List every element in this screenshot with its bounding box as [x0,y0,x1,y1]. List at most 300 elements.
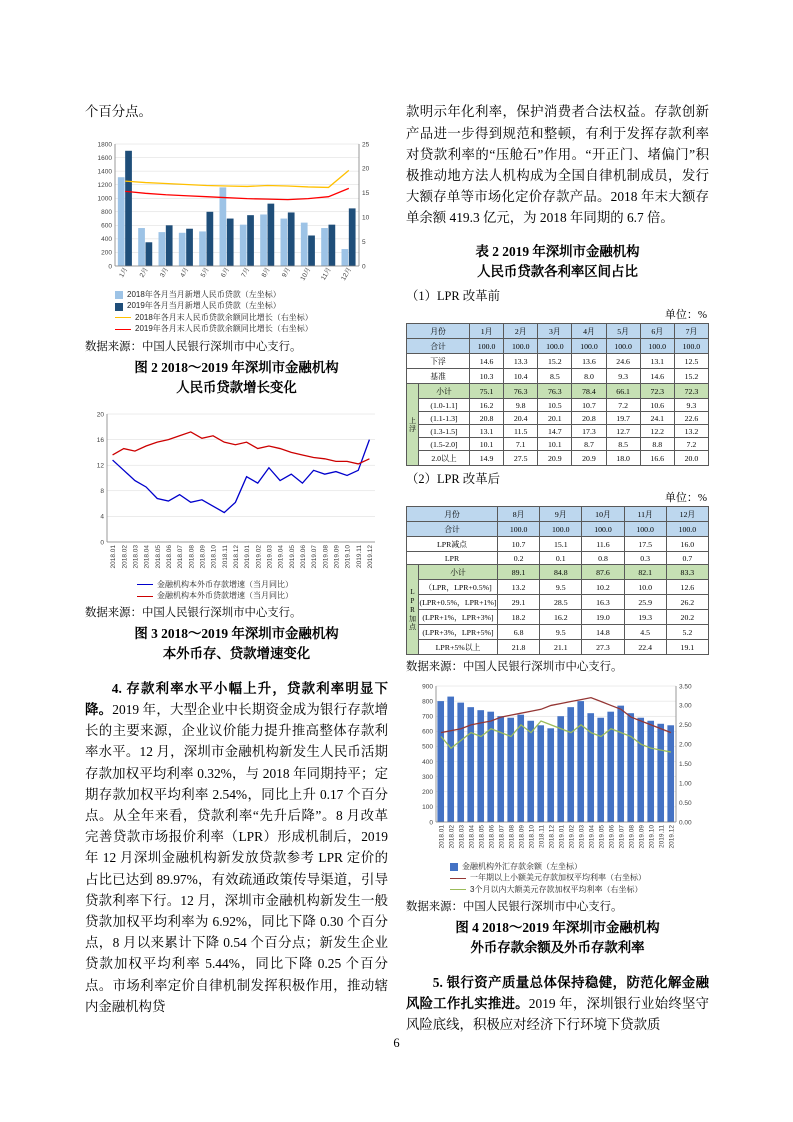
right-column [406,88,709,1049]
table-value-cell: 12.6 [666,580,708,595]
svg-text:2019.06: 2019.06 [608,825,616,849]
table-value-cell: 13.2 [498,580,540,595]
table-value-cell: 9.8 [504,399,538,412]
table-value-cell: 13.2 [674,425,708,438]
svg-text:1.50: 1.50 [679,761,692,769]
svg-text:1400: 1400 [97,168,112,176]
paragraph-4-text: 2019 年，大型企业中长期资金成为银行存款增长的主要来源，企业议价能力提升推高整体存款利率水平。12 月，深圳市金融机构新发生人民币活期存款加权平均利率 0.32%，与 2018 年同期持平；定期存款加权平均利率 2.54%，同比上升 0.17 个百分点。从全年来看，贷款利率“先升后降”。8 月改革完善贷款市场报价利率（LPR）形成机制后，2019 年 12 月深圳金融机构新发放贷款参考 LPR 定价的占比已达到 89.97%，有效疏通政策传导渠道，引导贷款利率下行。12 月，深圳市金融机构新发生一般贷款加权平均利率为 6.92%，同比下降 0.30 个百分点，8 月以来累计下降 0.54 个百分点；新发生企业贷款加权平均利率 5.44%，同比下降 0.25 个百分点。市场利率定价自律机制发挥积极作用，推动辖内金融机构贷 [85,701,388,1014]
svg-text:6月: 6月 [219,266,232,279]
bar-series [437,697,674,822]
svg-text:2018.08: 2018.08 [508,825,516,849]
line-series [113,439,370,512]
table-value-cell: 13.1 [640,354,674,369]
table-value-cell: 16.2 [470,399,504,412]
table-value-cell: 26.2 [666,595,708,610]
table-label-cell: 小计 [419,565,498,580]
legend-item [450,885,709,895]
table-value-cell: 89.1 [498,565,540,580]
table-value-cell: 12.5 [674,354,708,369]
table-label-cell: (LPR+1%，LPR+3%] [419,610,498,625]
figure4-chart-block [406,678,709,895]
table-label-cell: (1.0-1.1] [419,399,470,412]
table-value-cell: 12.7 [606,425,640,438]
table-value-cell: 0.1 [540,552,582,565]
svg-text:2018.05: 2018.05 [154,544,162,569]
svg-text:200: 200 [101,249,112,257]
svg-text:2019.11: 2019.11 [355,544,363,568]
table-value-cell: 100.0 [572,339,606,354]
table-value-cell: 22.6 [674,412,708,425]
table-value-cell: 0.3 [624,552,666,565]
svg-text:2019.09: 2019.09 [638,825,646,849]
table-value-cell: 7.1 [504,438,538,451]
svg-text:2018.06: 2018.06 [165,544,173,569]
figure3-chart-block [85,406,388,602]
table-value-cell: 9.5 [540,580,582,595]
legend-label: 一年期以上小额美元存款加权平均利率（右坐标） [470,873,646,883]
legend-item [450,862,709,872]
table-value-cell: 14.8 [582,625,624,640]
table-row [407,552,709,565]
table-value-cell: 16.0 [666,537,708,552]
table-value-cell: 100.0 [538,339,572,354]
legend-item [137,580,388,590]
table-row [407,595,709,610]
svg-text:1.00: 1.00 [679,780,692,788]
table-value-cell: 16.3 [582,595,624,610]
page-number: 6 [393,1036,400,1050]
svg-text:2018.11: 2018.11 [538,825,546,849]
table-label-cell: （LPR，LPR+0.5%] [419,580,498,595]
svg-text:3.50: 3.50 [679,683,692,691]
line-series [441,721,671,752]
table-value-cell: 66.1 [606,384,640,399]
legend-label: 2019年各月末人民币贷款余额同比增长（右坐标） [135,324,313,334]
legend-label: 2018年各月当月新增人民币贷款（左坐标） [127,289,281,299]
svg-text:2019.01: 2019.01 [558,825,566,849]
svg-text:8: 8 [100,487,104,495]
table-value-cell: 18.0 [606,451,640,466]
table-value-cell: 19.3 [624,610,666,625]
table-value-cell: 82.1 [624,565,666,580]
table-row [407,640,709,655]
table-value-cell: 100.0 [606,339,640,354]
table-value-cell: 10.7 [572,399,606,412]
paragraph-continuation: 个百分点。 [85,104,152,120]
table-value-cell: 27.3 [582,640,624,655]
svg-text:0: 0 [100,538,104,546]
table-row [407,412,709,425]
table-row [407,537,709,552]
table2-pre-subtitle: （1）LPR 改革前 [406,289,500,303]
svg-text:20: 20 [362,165,370,173]
legend-bar-swatch [450,863,458,871]
table-header-cell: 5月 [606,324,640,339]
table-value-cell: 10.5 [538,399,572,412]
table-value-cell: 100.0 [666,522,708,537]
table-row [407,565,709,580]
table-header-cell: 2月 [504,324,538,339]
svg-text:400: 400 [101,236,112,244]
line-series [125,188,349,199]
table-value-cell: 0.7 [666,552,708,565]
table-header-cell: 8月 [498,507,540,522]
table-value-cell: 8.7 [572,438,606,451]
svg-text:2018.10: 2018.10 [210,544,218,569]
svg-text:2019.07: 2019.07 [618,825,626,849]
table-value-cell: 75.1 [470,384,504,399]
table-value-cell: 9.5 [540,625,582,640]
table-value-cell: 84.8 [540,565,582,580]
table-value-cell: 20.4 [504,412,538,425]
figure2-caption-line1: 图 2 2018～2019 年深圳市金融机构 [134,359,339,375]
svg-text:800: 800 [101,209,112,217]
table-value-cell: 100.0 [540,522,582,537]
table2-title-line2: 人民币贷款各利率区间占比 [477,264,638,279]
table-label-cell: (1.1-1.3] [419,412,470,425]
legend-item [115,324,388,334]
svg-text:1600: 1600 [97,154,112,162]
table-value-cell: 29.1 [498,595,540,610]
legend-line-swatch [450,889,466,890]
svg-text:2月: 2月 [138,266,150,279]
table-value-cell: 20.9 [538,451,572,466]
table-value-cell: 13.1 [470,425,504,438]
table-value-cell: 20.8 [470,412,504,425]
table-value-cell: 14.6 [470,354,504,369]
figure3-caption [85,624,388,664]
table-value-cell: 19.1 [666,640,708,655]
table-value-cell: 0.2 [498,552,540,565]
svg-text:2019.03: 2019.03 [266,544,274,569]
table-value-cell: 28.5 [540,595,582,610]
lpr-post-reform-table [406,506,709,655]
legend-item [115,313,388,323]
svg-text:7月: 7月 [240,266,252,279]
table-row [407,354,709,369]
table-label-cell: (1.5-2.0] [419,438,470,451]
paragraph-5-heading: 5. 银行资产质量总体保持稳健，防范化解金融风险工作扎实推进。 [406,974,709,1011]
table-row [407,610,709,625]
legend-label: 金融机构外汇存款余额（左坐标） [462,862,582,871]
table-value-cell: 14.7 [538,425,572,438]
svg-text:2018.05: 2018.05 [478,825,486,849]
table-header-cell: 月份 [407,507,498,522]
table-value-cell: 78.4 [572,384,606,399]
svg-text:2018.04: 2018.04 [143,544,151,569]
table-value-cell: 6.8 [498,625,540,640]
legend-line-swatch [115,329,131,330]
table-value-cell: 10.1 [470,438,504,451]
figure4-source: 数据来源：中国人民银行深圳市中心支行。 [406,901,623,914]
table-value-cell: 9.3 [674,399,708,412]
legend-bar-swatch [115,303,123,311]
svg-text:1800: 1800 [97,141,112,149]
table-value-cell: 18.2 [498,610,540,625]
table-value-cell: 8.5 [606,438,640,451]
table-value-cell: 13.6 [572,354,606,369]
table-value-cell: 15.2 [538,354,572,369]
table-value-cell: 10.6 [640,399,674,412]
svg-text:16: 16 [96,436,104,444]
paragraph-5 [406,972,709,1036]
svg-text:2019.04: 2019.04 [277,544,285,569]
legend-line-swatch [137,584,153,585]
table-label-cell: 小计 [419,384,470,399]
svg-text:20: 20 [96,410,104,418]
svg-text:2018.02: 2018.02 [121,544,129,569]
table-value-cell: 100.0 [582,522,624,537]
svg-text:1月: 1月 [118,266,130,279]
table-value-cell: 19.0 [582,610,624,625]
svg-text:0: 0 [362,263,366,271]
table-value-cell: 9.3 [606,369,640,384]
table-value-cell: 5.2 [666,625,708,640]
svg-text:11月: 11月 [320,266,333,282]
svg-text:700: 700 [422,713,433,721]
table-value-cell: 10.0 [624,580,666,595]
table-value-cell: 72.3 [674,384,708,399]
figure2-legend [115,290,388,335]
table-value-cell: 24.1 [640,412,674,425]
legend-line-swatch [450,878,466,879]
table-value-cell: 14.9 [470,451,504,466]
svg-text:2019.05: 2019.05 [288,544,296,569]
table2-title [406,242,709,282]
svg-text:2019.11: 2019.11 [658,825,666,849]
table-row [407,522,709,537]
svg-text:2019.10: 2019.10 [344,544,352,569]
table-row [407,339,709,354]
svg-text:3.00: 3.00 [679,702,692,710]
table-label-cell: (LPR+0.5%，LPR+1%] [419,595,498,610]
svg-text:9月: 9月 [280,266,293,279]
legend-line-swatch [137,596,153,597]
table-value-cell: 15.2 [674,369,708,384]
legend-label: 3个月以内大额美元存款加权平均利率（右坐标） [470,884,643,894]
table-value-cell: 21.1 [540,640,582,655]
figure3-source: 数据来源：中国人民银行深圳市中心支行。 [85,607,302,620]
table-header-cell: 3月 [538,324,572,339]
table-label-cell: (LPR+3%，LPR+5%] [419,625,498,640]
left-column [85,88,388,1030]
table-row [407,451,709,466]
svg-text:500: 500 [422,743,433,751]
svg-text:2018.01: 2018.01 [110,544,118,569]
table-row [407,438,709,451]
table-header-row [407,507,709,522]
table-value-cell: 20.0 [674,451,708,466]
table-row [407,425,709,438]
svg-text:2019.02: 2019.02 [568,825,576,849]
table-value-cell: 10.3 [470,369,504,384]
svg-text:300: 300 [422,773,433,781]
table-value-cell: 100.0 [470,339,504,354]
legend-item [115,290,388,300]
table2-post-subtitle: （2）LPR 改革后 [406,472,500,486]
table-value-cell: 83.3 [666,565,708,580]
table-header-cell: 4月 [572,324,606,339]
table-row [407,369,709,384]
table-value-cell: 20.2 [666,610,708,625]
svg-text:600: 600 [101,222,112,230]
lpr-pre-reform-table [406,323,709,466]
table-label-cell: 2.0以上 [419,451,470,466]
table-label-cell: (1.3-1.5] [419,425,470,438]
svg-text:100: 100 [422,804,433,812]
table-row [407,399,709,412]
table-group-cell: 上浮 [407,384,419,466]
svg-text:1000: 1000 [97,195,112,203]
svg-text:2018.03: 2018.03 [132,544,140,569]
table-value-cell: 17.3 [572,425,606,438]
table-label-cell: 合计 [407,522,498,537]
svg-text:12月: 12月 [340,266,354,282]
figure4-caption-line2: 外币存款余额及外币存款利率 [470,940,645,956]
table-header-row [407,324,709,339]
svg-text:12: 12 [96,462,104,470]
table-value-cell: 20.9 [572,451,606,466]
legend-label: 2018年各月末人民币贷款余额同比增长（右坐标） [135,312,313,322]
svg-text:2018.01: 2018.01 [438,825,446,849]
svg-text:0.50: 0.50 [679,799,692,807]
table-label-cell: 基准 [407,369,470,384]
legend-item [115,301,388,311]
table-value-cell: 11.5 [504,425,538,438]
table-value-cell: 20.1 [538,412,572,425]
paragraph-top-continuation: 款明示年化利率，保护消费者合法权益。存款创新产品进一步得到规范和整顿，有利于发挥存款利率对贷款利率的“压舱石”作用。“开正门、堵偏门”积极推动地方法人机构成为全国自律机制成员，发行大额存单等市场化定价存款产品。2018 年末大额存单余额 419.3 亿元，为 2018 年同期的 6.7 倍。 [406,104,709,226]
paragraph-5-text: 2019 年，深圳银行业始终坚守风险底线，积极应对经济下行环境下贷款质 [406,995,709,1032]
table-value-cell: 10.7 [498,537,540,552]
svg-text:400: 400 [422,758,433,766]
svg-text:25: 25 [362,141,370,149]
figure3-line-chart [85,406,383,578]
svg-text:2019.02: 2019.02 [255,544,263,569]
table-value-cell: 10.1 [538,438,572,451]
svg-text:2019.08: 2019.08 [628,825,636,849]
svg-text:0: 0 [108,263,112,271]
figure3-caption-line1: 图 3 2018～2019 年深圳市金融机构 [134,626,339,642]
svg-text:2019.01: 2019.01 [244,544,252,569]
svg-text:2019.08: 2019.08 [322,544,330,569]
figure2-source: 数据来源：中国人民银行深圳市中心支行。 [85,340,302,353]
svg-text:2019.03: 2019.03 [578,825,586,849]
svg-text:8月: 8月 [260,266,272,279]
table-header-cell: 6月 [640,324,674,339]
svg-text:5月: 5月 [199,266,211,279]
legend-label: 金融机构本外币存款增速（当月同比） [157,579,293,589]
svg-text:900: 900 [422,683,433,691]
figure3-caption-line2: 本外币存、贷款增速变化 [162,646,311,662]
figure2-combo-chart [85,136,383,288]
svg-text:2.00: 2.00 [679,741,692,749]
table-value-cell: 100.0 [504,339,538,354]
table-value-cell: 8.5 [538,369,572,384]
table-value-cell: 27.5 [504,451,538,466]
svg-text:10月: 10月 [299,266,313,282]
table-value-cell: 87.6 [582,565,624,580]
svg-text:2018.09: 2018.09 [518,825,526,849]
svg-text:2018.03: 2018.03 [458,825,466,849]
table-value-cell: 8.0 [572,369,606,384]
svg-text:2018.09: 2018.09 [199,544,207,569]
table-value-cell: 8.8 [640,438,674,451]
table-value-cell: 7.2 [674,438,708,451]
svg-text:15: 15 [362,190,370,198]
svg-text:1200: 1200 [97,181,112,189]
table-value-cell: 19.7 [606,412,640,425]
table-label-cell: 合计 [407,339,470,354]
table-value-cell: 10.4 [504,369,538,384]
svg-text:2018.07: 2018.07 [498,825,506,849]
table-row [407,580,709,595]
paragraph-4-heading: 4. 存款利率水平小幅上升，贷款利率明显下降。 [85,680,388,717]
table-value-cell: 14.6 [640,369,674,384]
figure4-caption [406,918,709,958]
table-value-cell: 72.3 [640,384,674,399]
figure2-caption-line2: 人民币贷款增长变化 [176,379,297,395]
figure3-legend [137,580,388,602]
table-value-cell: 22.4 [624,640,666,655]
table-value-cell: 15.1 [540,537,582,552]
table2-title-line1: 表 2 2019 年深圳市金融机构 [475,244,640,259]
table-value-cell: 7.2 [606,399,640,412]
svg-text:2019.04: 2019.04 [588,825,596,849]
table-row [407,625,709,640]
table-label-cell: LPR [407,552,498,565]
svg-text:4月: 4月 [179,266,191,279]
svg-text:2019.07: 2019.07 [311,544,319,569]
svg-text:0.00: 0.00 [679,819,692,827]
table-label-cell: LPR减点 [407,537,498,552]
table-value-cell: 76.3 [504,384,538,399]
table-value-cell: 100.0 [640,339,674,354]
svg-text:2018.06: 2018.06 [488,825,496,849]
line-series [113,431,370,463]
svg-text:800: 800 [422,698,433,706]
figure2-chart-block [85,136,388,335]
table-value-cell: 4.5 [624,625,666,640]
svg-text:2019.09: 2019.09 [333,544,341,569]
svg-text:2018.10: 2018.10 [528,825,536,849]
table-value-cell: 16.6 [640,451,674,466]
svg-text:2019.06: 2019.06 [299,544,307,569]
table-value-cell: 25.9 [624,595,666,610]
table-value-cell: 0.8 [582,552,624,565]
figure4-legend [450,862,709,895]
figure4-combo-chart [406,678,706,860]
table-group-cell: LPR加点 [407,565,419,655]
svg-text:2018.12: 2018.12 [548,825,556,849]
table-value-cell: 100.0 [624,522,666,537]
table-header-cell: 月份 [407,324,470,339]
legend-item [137,591,388,601]
table-header-cell: 10月 [582,507,624,522]
table-header-cell: 9月 [540,507,582,522]
svg-text:2019.12: 2019.12 [366,544,374,569]
table-value-cell: 21.8 [498,640,540,655]
table-value-cell: 20.8 [572,412,606,425]
table-header-cell: 1月 [470,324,504,339]
svg-text:2018.04: 2018.04 [468,825,476,849]
table-header-cell: 11月 [624,507,666,522]
table-row [407,384,709,399]
svg-text:2.50: 2.50 [679,722,692,730]
legend-line-swatch [115,317,131,318]
table-value-cell: 12.2 [640,425,674,438]
figure2-caption [85,358,388,398]
table-value-cell: 76.3 [538,384,572,399]
